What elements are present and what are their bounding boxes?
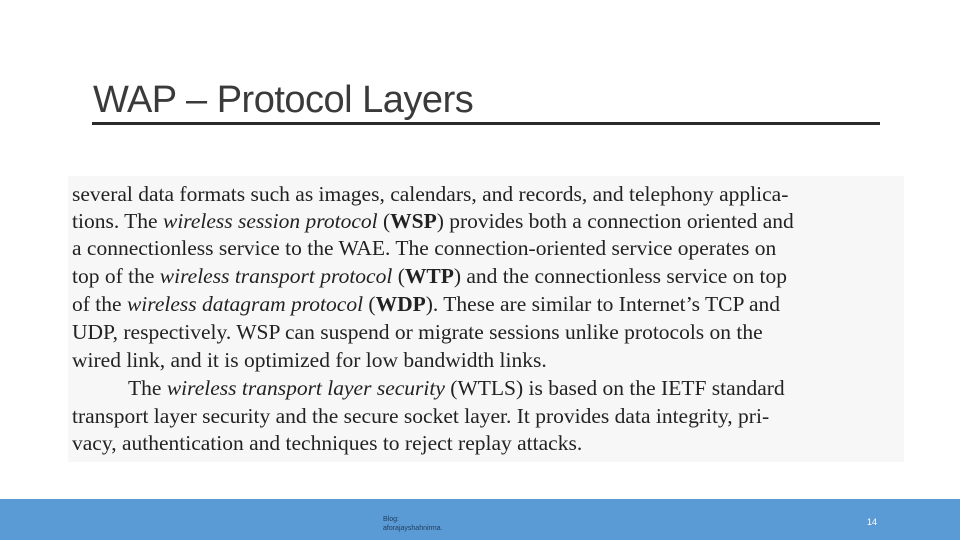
- slide-number: 14: [866, 517, 877, 527]
- excerpt-line-10: vacy, authentication and techniques to reject replay attacks.: [72, 431, 583, 455]
- footer-blog-address: aforajayshahnirma.: [383, 525, 443, 532]
- title-underline: [92, 122, 880, 125]
- excerpt-line-2: tions. The wireless session protocol (WSP) provides both a connection oriented and: [72, 209, 794, 233]
- excerpt-line-6: UDP, respectively. WSP can suspend or migrate sessions unlike protocols on the: [72, 320, 763, 344]
- excerpt-line-7: wired link, and it is optimized for low bandwidth links.: [72, 348, 547, 372]
- excerpt-line-9: transport layer security and the secure socket layer. It provides data integrity, pri-: [72, 404, 770, 428]
- footer-blog-label: Blog:: [383, 516, 399, 523]
- excerpt-line-4: top of the wireless transport protocol (WTP) and the connectionless service on top: [72, 264, 788, 288]
- excerpt-line-5: of the wireless datagram protocol (WDP). These are similar to Internet’s TCP and: [72, 292, 781, 316]
- slide-title: WAP – Protocol Layers: [93, 79, 474, 121]
- scanned-text-excerpt: [68, 176, 904, 462]
- footer-blog-text: [383, 515, 503, 533]
- excerpt-line-8: The wireless transport layer security (WTLS) is based on the IETF standard: [128, 376, 785, 400]
- excerpt-line-3: a connectionless service to the WAE. The connection-oriented service operates on: [72, 236, 777, 260]
- excerpt-line-1: several data formats such as images, calendars, and records, and telephony applica-: [72, 182, 789, 206]
